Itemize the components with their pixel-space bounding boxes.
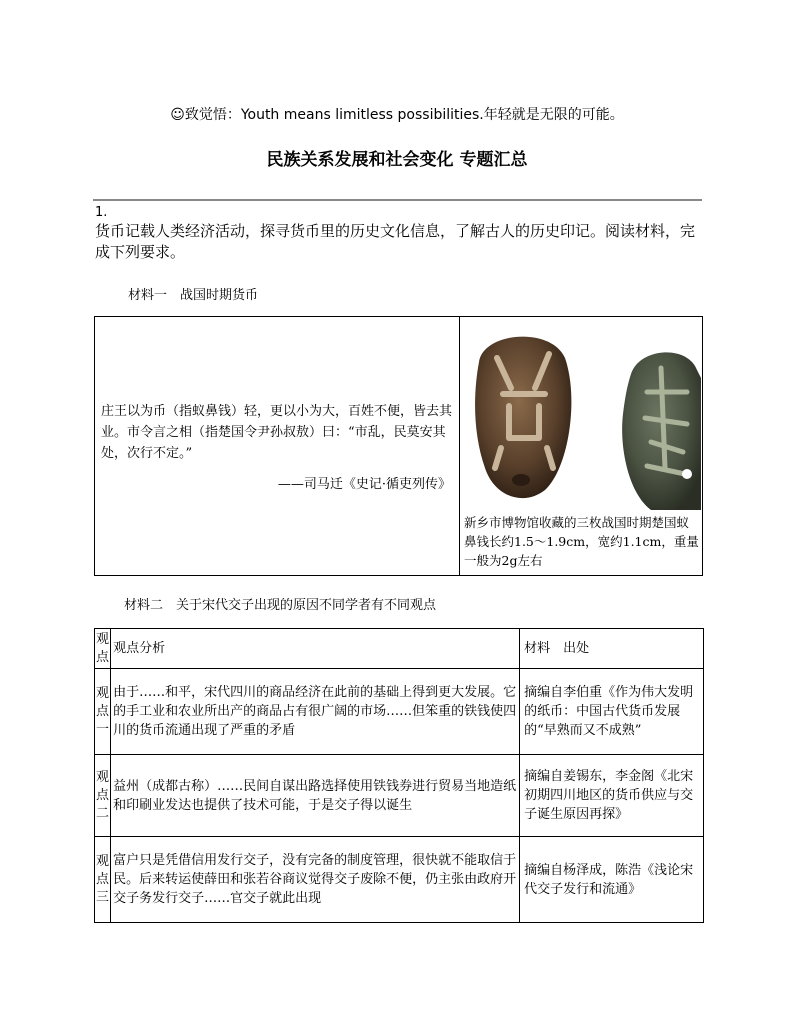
material-1-table [94, 316, 703, 576]
motto-line: ☺致觉悟：Youth means limitless possibilities.年轻就是无限的可能。 [170, 107, 624, 123]
viewpoint-name: 观点二 [95, 755, 111, 837]
header-analysis: 观点分析 [111, 629, 520, 669]
header-source: 材料 出处 [520, 629, 704, 669]
viewpoint-source: 摘编自姜锡东，李金阁《北宋初期四川地区的货币供应与交子诞生原因再探》 [520, 755, 704, 837]
table-header-row [95, 629, 704, 669]
question-number: 1. [95, 205, 108, 220]
viewpoint-source: 摘编自李伯重《作为伟大发明的纸币：中国古代货币发展的“早熟而又不成熟” [520, 669, 704, 755]
ant-nose-coins-photo [461, 318, 701, 510]
viewpoint-analysis: 益州（成都古称）……民间自谋出路选择使用铁钱券进行贸易当地造纸和印刷业发达也提供了技术可能，于是交子得以诞生 [111, 755, 520, 837]
header-viewpoint: 观点 [95, 629, 111, 669]
table-row [95, 755, 704, 837]
page-title: 民族关系发展和社会变化 专题汇总 [266, 150, 528, 170]
viewpoint-source: 摘编自杨泽成，陈浩《浅论宋代交子发行和流通》 [520, 837, 704, 923]
table-row [95, 837, 704, 923]
table-row [95, 669, 704, 755]
material-1-label: 材料一 战国时期货币 [128, 288, 259, 303]
viewpoint-analysis: 富户只是凭借信用发行交子，没有完备的制度管理，很快就不能取信于民。后来转运使薛田和张若谷商议觉得交子废除不便，仍主张由政府开交子务发行交子……官交子就此出现 [111, 837, 520, 923]
viewpoint-analysis: 由于……和平，宋代四川的商品经济在此前的基础上得到更大发展。它的手工业和农业所出产的商品占有很广阔的市场……但笨重的铁钱使四川的货币流通出现了严重的矛盾 [111, 669, 520, 755]
material-1-source: ——司马迁《史记·循吏列传》 [277, 477, 451, 492]
coins-caption: 新乡市博物馆收藏的三枚战国时期楚国蚁鼻钱长约1.5～1.9cm，宽约1.1cm，重量一般为2g左右 [464, 515, 699, 568]
table-divider [459, 317, 460, 575]
viewpoint-name: 观点三 [95, 837, 111, 923]
material-2-table [94, 628, 704, 923]
divider [93, 199, 702, 201]
material-1-quote: 庄王以为币（指蚁鼻钱）轻，更以小为大，百姓不便，皆去其业。市令言之相（指楚国令尹孙叔敖）曰：“市乱，民莫安其处，次行不定。” [101, 404, 453, 461]
question-prompt: 货币记载人类经济活动，探寻货币里的历史文化信息，了解古人的历史印记。阅读材料，完成下列要求。 [95, 222, 696, 261]
viewpoint-name: 观点一 [95, 669, 111, 755]
material-2-label: 材料二 关于宋代交子出现的原因不同学者有不同观点 [124, 598, 437, 613]
